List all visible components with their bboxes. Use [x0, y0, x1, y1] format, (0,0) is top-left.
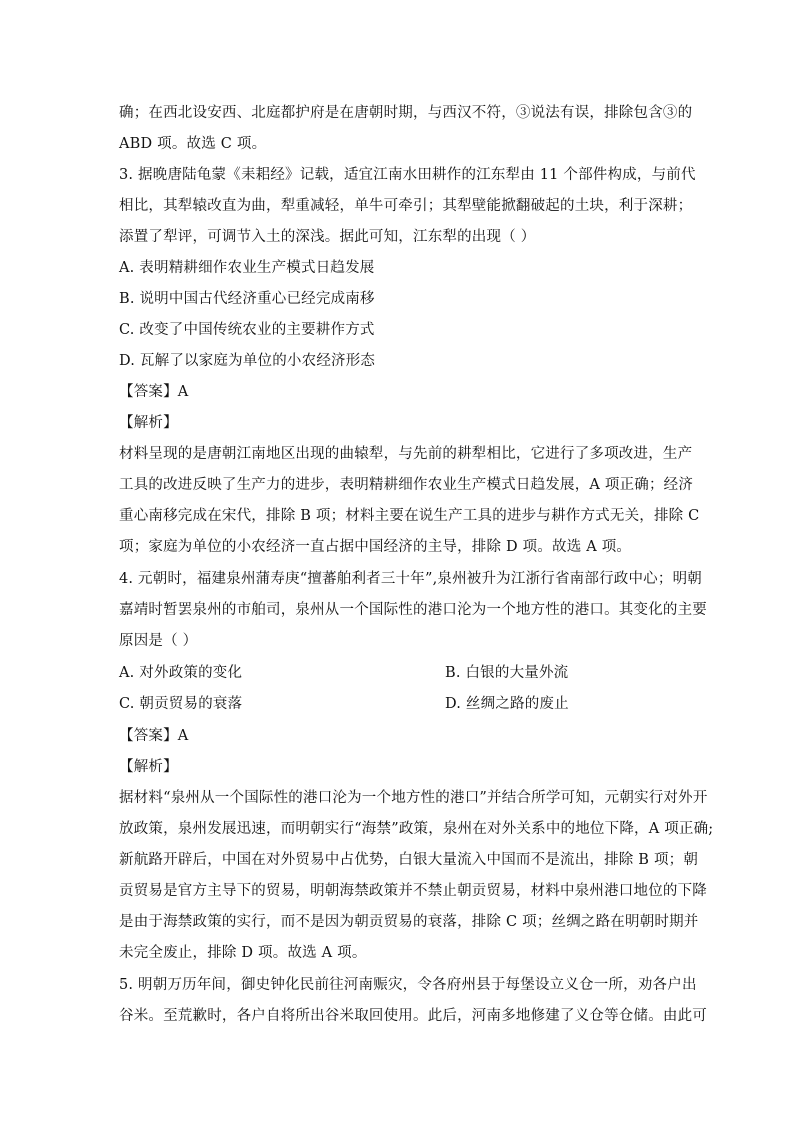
q4-stem-line: 4. 元朝时，福建泉州蒲寿庚“擅蕃舶利者三十年”,泉州被升为江浙行省南部行政中心；明朝	[119, 571, 702, 587]
q4-analysis-heading: 【解析】	[119, 759, 178, 775]
q4-analysis-line: 贡贸易是官方主导下的贸易，明朝海禁政策并不禁止朝贡贸易，材料中泉州港口地位的下降	[119, 883, 707, 899]
q4-option-c: C. 朝贡贸易的衰落	[119, 696, 243, 712]
q4-option-d: D. 丝绸之路的废止	[445, 696, 569, 712]
q5-stem-line: 5. 明朝万历年间，御史钟化民前往河南赈灾，令各府州县于每堡设立义仓一所，劝各户出	[119, 977, 697, 993]
q3-option-d: D. 瓦解了以家庭为单位的小农经济形态	[119, 353, 376, 369]
q3-answer: 【答案】A	[119, 384, 189, 400]
q2-analysis-line: ABD 项。故选 C 项。	[119, 136, 267, 152]
q4-option-a: A. 对外政策的变化	[119, 665, 243, 681]
q2-analysis-line: 确；在西北设安西、北庭都护府是在唐朝时期，与西汉不符，③说法有误，排除包含③的	[119, 105, 693, 121]
q3-analysis-heading: 【解析】	[119, 415, 178, 431]
q4-stem-line: 原因是（ ）	[119, 633, 198, 649]
q3-option-a: A. 表明精耕细作农业生产模式日趋发展	[119, 260, 375, 276]
q3-analysis-line: 项；家庭为单位的小农经济一直占据中国经济的主导，排除 D 项。故选 A 项。	[119, 539, 632, 555]
q4-stem-line: 嘉靖时暂罢泉州的市舶司，泉州从一个国际性的港口沦为一个地方性的港口。其变化的主要	[119, 602, 707, 618]
q3-analysis-line: 工具的改进反映了生产力的进步，表明精耕细作农业生产模式日趋发展，A 项正确；经济	[119, 477, 694, 493]
q4-analysis-line: 新航路开辟后，中国在对外贸易中占优势，白银大量流入中国而不是流出，排除 B 项；朝	[119, 852, 699, 868]
q3-stem-line: 相比，其犁辕改直为曲，犁重减轻，单牛可牵引；其犁壁能掀翻破起的土块，利于深耕；	[119, 198, 693, 214]
q3-option-c: C. 改变了中国传统农业的主要耕作方式	[119, 322, 375, 338]
q4-analysis-line: 未完全废止，排除 D 项。故选 A 项。	[119, 945, 367, 961]
q5-stem-line: 谷米。至荒歉时，各户自将所出谷米取回使用。此后，河南多地修建了义仓等仓储。由此可	[119, 1008, 707, 1024]
q4-analysis-line: 放政策，泉州发展迅速，而明朝实行“海禁”政策，泉州在对外关系中的地位下降，A 项正确;	[119, 821, 714, 837]
q4-answer: 【答案】A	[119, 728, 189, 744]
q4-analysis-line: 是由于海禁政策的实行，而不是因为朝贡贸易的衰落，排除 C 项；丝绸之路在明朝时期并	[119, 914, 699, 930]
q3-analysis-line: 重心南移完成在宋代，排除 B 项；材料主要在说生产工具的进步与耕作方式无关，排除 C	[119, 508, 700, 524]
q3-stem-line: 添置了犁评，可调节入土的深浅。据此可知，江东犁的出现（ ）	[119, 229, 536, 245]
q3-analysis-line: 材料呈现的是唐朝江南地区出现的曲辕犁，与先前的耕犁相比，它进行了多项改进，生产	[119, 446, 693, 462]
q4-analysis-line: 据材料“泉州从一个国际性的港口沦为一个地方性的港口”并结合所学可知，元朝实行对外开	[119, 790, 708, 806]
q3-option-b: B. 说明中国古代经济重心已经完成南移	[119, 291, 375, 307]
q3-stem-line: 3. 据晚唐陆龟蒙《耒耜经》记载，适宜江南水田耕作的江东犁由 11 个部件构成，与前代	[119, 167, 696, 183]
q4-option-b: B. 白银的大量外流	[445, 665, 569, 681]
